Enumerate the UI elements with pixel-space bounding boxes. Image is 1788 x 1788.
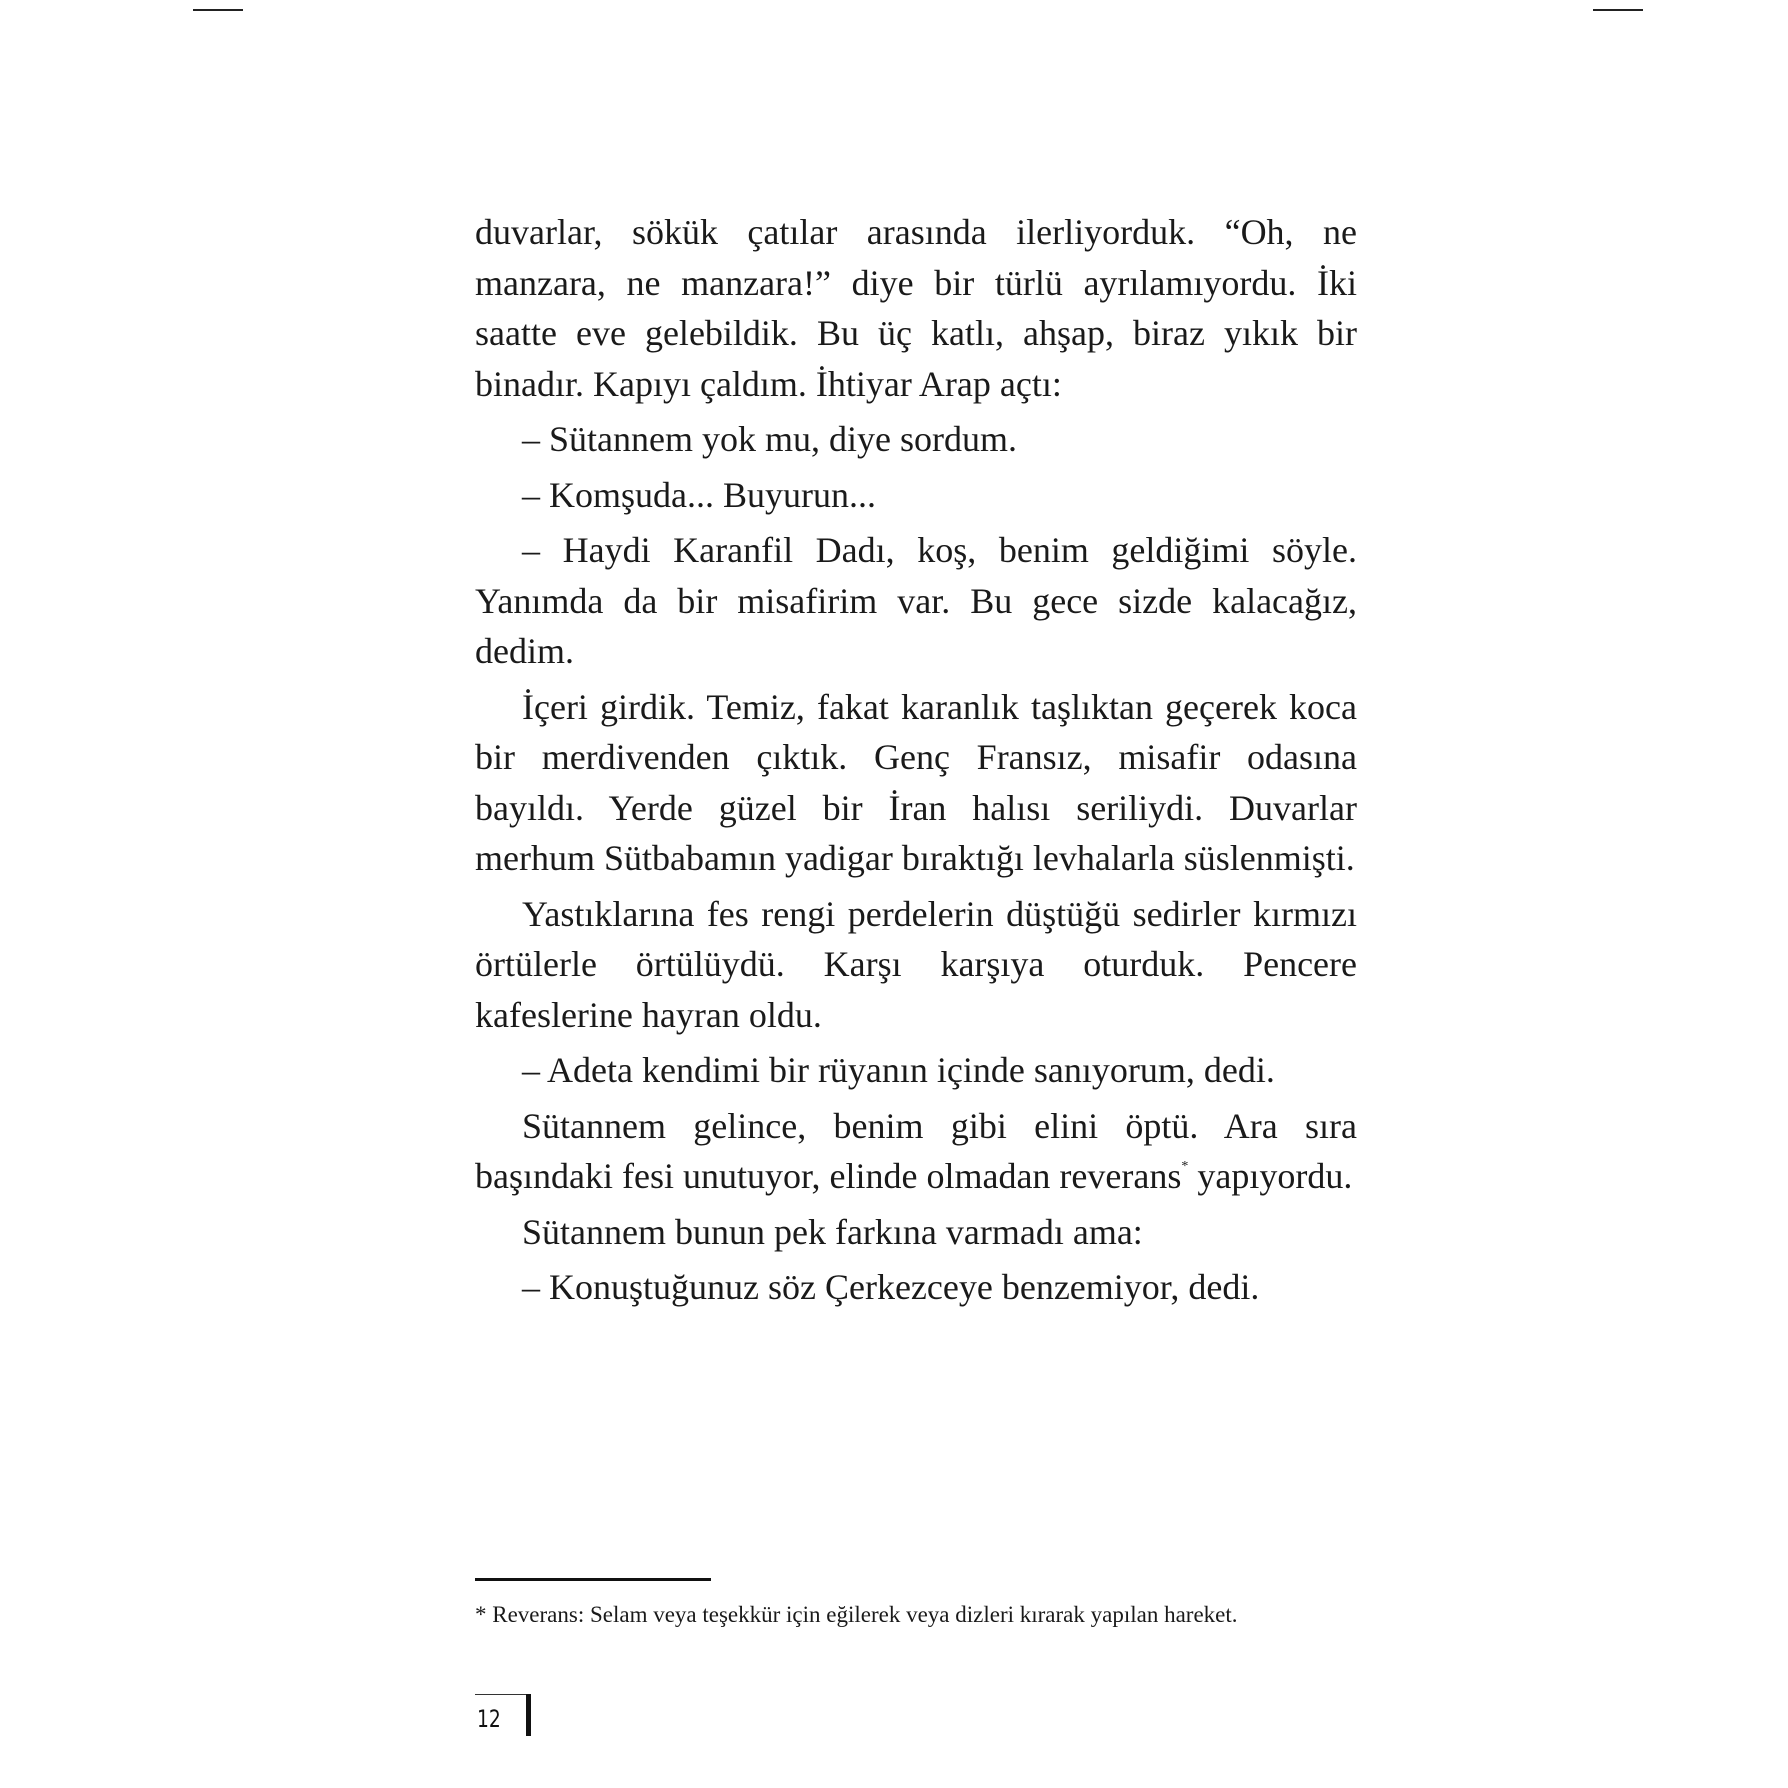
page-number-rule [475, 1694, 529, 1695]
page-number: 12 [477, 1705, 501, 1733]
paragraph: Sütannem bunun pek farkına varmadı ama: [522, 1211, 1143, 1252]
footnote-separator [475, 1578, 711, 1581]
paragraph-dialogue: – Haydi Karanfil Dadı, koş, benim geldiğimi söyle. Yanımda da bir misafirim var. Bu gece sizde kalacağız, dedim. [475, 530, 1357, 671]
page-number-bar [526, 1694, 531, 1736]
footnote: * Reverans: Selam veya teşekkür için eğilerek veya dizleri kırarak yapılan hareket. [475, 1602, 1238, 1627]
paragraph: İçeri girdik. Temiz, fakat karanlık taşlıktan geçerek koca bir merdivenden çıktık. Genç Fransız, misafir odasına bayıldı. Yerde güzel bir İran halısı seriliydi. Duvarlar merhum Sütbabamın yadigar bıraktığı levhalarla süslenmişti. [475, 686, 1357, 878]
paragraph-dialogue: – Sütannem yok mu, diye sordum. [522, 419, 1017, 459]
crop-mark-right [1593, 9, 1643, 11]
paragraph-text: Sütannem gelince, benim gibi elini öptü. Ara sıra başındaki fesi unutuyor, elinde olmadan reverans [475, 1105, 1357, 1196]
paragraph-dialogue: – Adeta kendimi bir rüyanın içinde sanıyorum, dedi. [522, 1050, 1275, 1090]
body-text [475, 207, 1357, 1318]
paragraph-dialogue: – Komşuda... Buyurun... [522, 474, 876, 515]
crop-mark-left [193, 9, 243, 11]
paragraph: Yastıklarına fes rengi perdelerin düştüğü sedirler kırmızı örtülerle örtülüydü. Karşı karşıya oturduk. Pencere kafeslerine hayran oldu. [475, 893, 1357, 1035]
paragraph-text-continued: yapıyordu. [1188, 1156, 1353, 1196]
paragraph-with-footnote [475, 1101, 1357, 1202]
footnote-marker: * [1181, 1159, 1189, 1174]
paragraph-dialogue: – Konuştuğunuz söz Çerkezceye benzemiyor, dedi. [522, 1267, 1260, 1307]
page-number-block [475, 1694, 535, 1738]
paragraph: duvarlar, sökük çatılar arasında ilerliyorduk. “Oh, ne manzara, ne manzara!” diye bir türlü ayrılamıyordu. İki saatte eve gelebildik. Bu üç katlı, ahşap, biraz yıkık bir binadır. Kapıyı çaldım. İhtiyar Arap açtı: [475, 212, 1357, 404]
